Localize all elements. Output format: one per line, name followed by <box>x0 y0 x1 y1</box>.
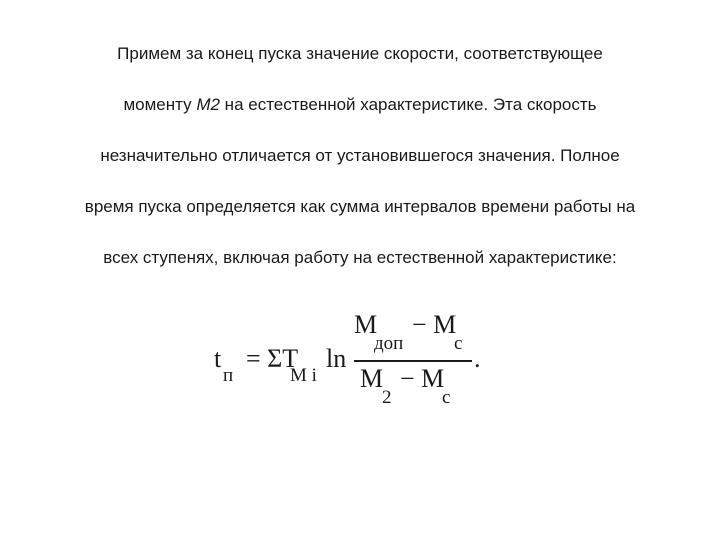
paragraph-line: время пуска определяется как сумма интервалов времени работы на <box>84 197 636 216</box>
numerator-subscript-c: c <box>454 333 463 354</box>
symbol-m2: M2 <box>196 95 220 114</box>
denominator-subscript-c: c <box>442 387 451 408</box>
body-paragraph <box>30 28 690 283</box>
formula-period: . <box>474 344 481 373</box>
formula-t: t <box>214 344 222 373</box>
paragraph-line: Примем за конец пуска значение скорости, соответствующее <box>117 44 603 63</box>
formula-ln: ln <box>326 344 347 373</box>
numerator-minus-m: − M <box>412 310 457 339</box>
paragraph-line <box>30 79 690 130</box>
formula-t-subscript: п <box>223 365 234 386</box>
numerator-subscript: доп <box>374 333 404 354</box>
paragraph-line: незначительно отличается от установившегося значения. Полное <box>100 146 620 165</box>
formula-t-index: M i <box>290 365 317 386</box>
numerator-m: M <box>354 310 378 339</box>
start-time-formula <box>214 308 494 418</box>
denominator-minus-m: − M <box>400 364 445 393</box>
paragraph-line: всех ступенях, включая работу на естественной характеристике: <box>103 248 617 267</box>
formula-sum-t: = ΣT <box>246 344 299 373</box>
fraction-bar <box>354 360 472 362</box>
denominator-m: M <box>360 364 384 393</box>
denominator-subscript: 2 <box>382 387 392 408</box>
text-run: на естественной характеристике. Эта скорость <box>219 95 597 114</box>
text-run: моменту <box>123 95 197 114</box>
